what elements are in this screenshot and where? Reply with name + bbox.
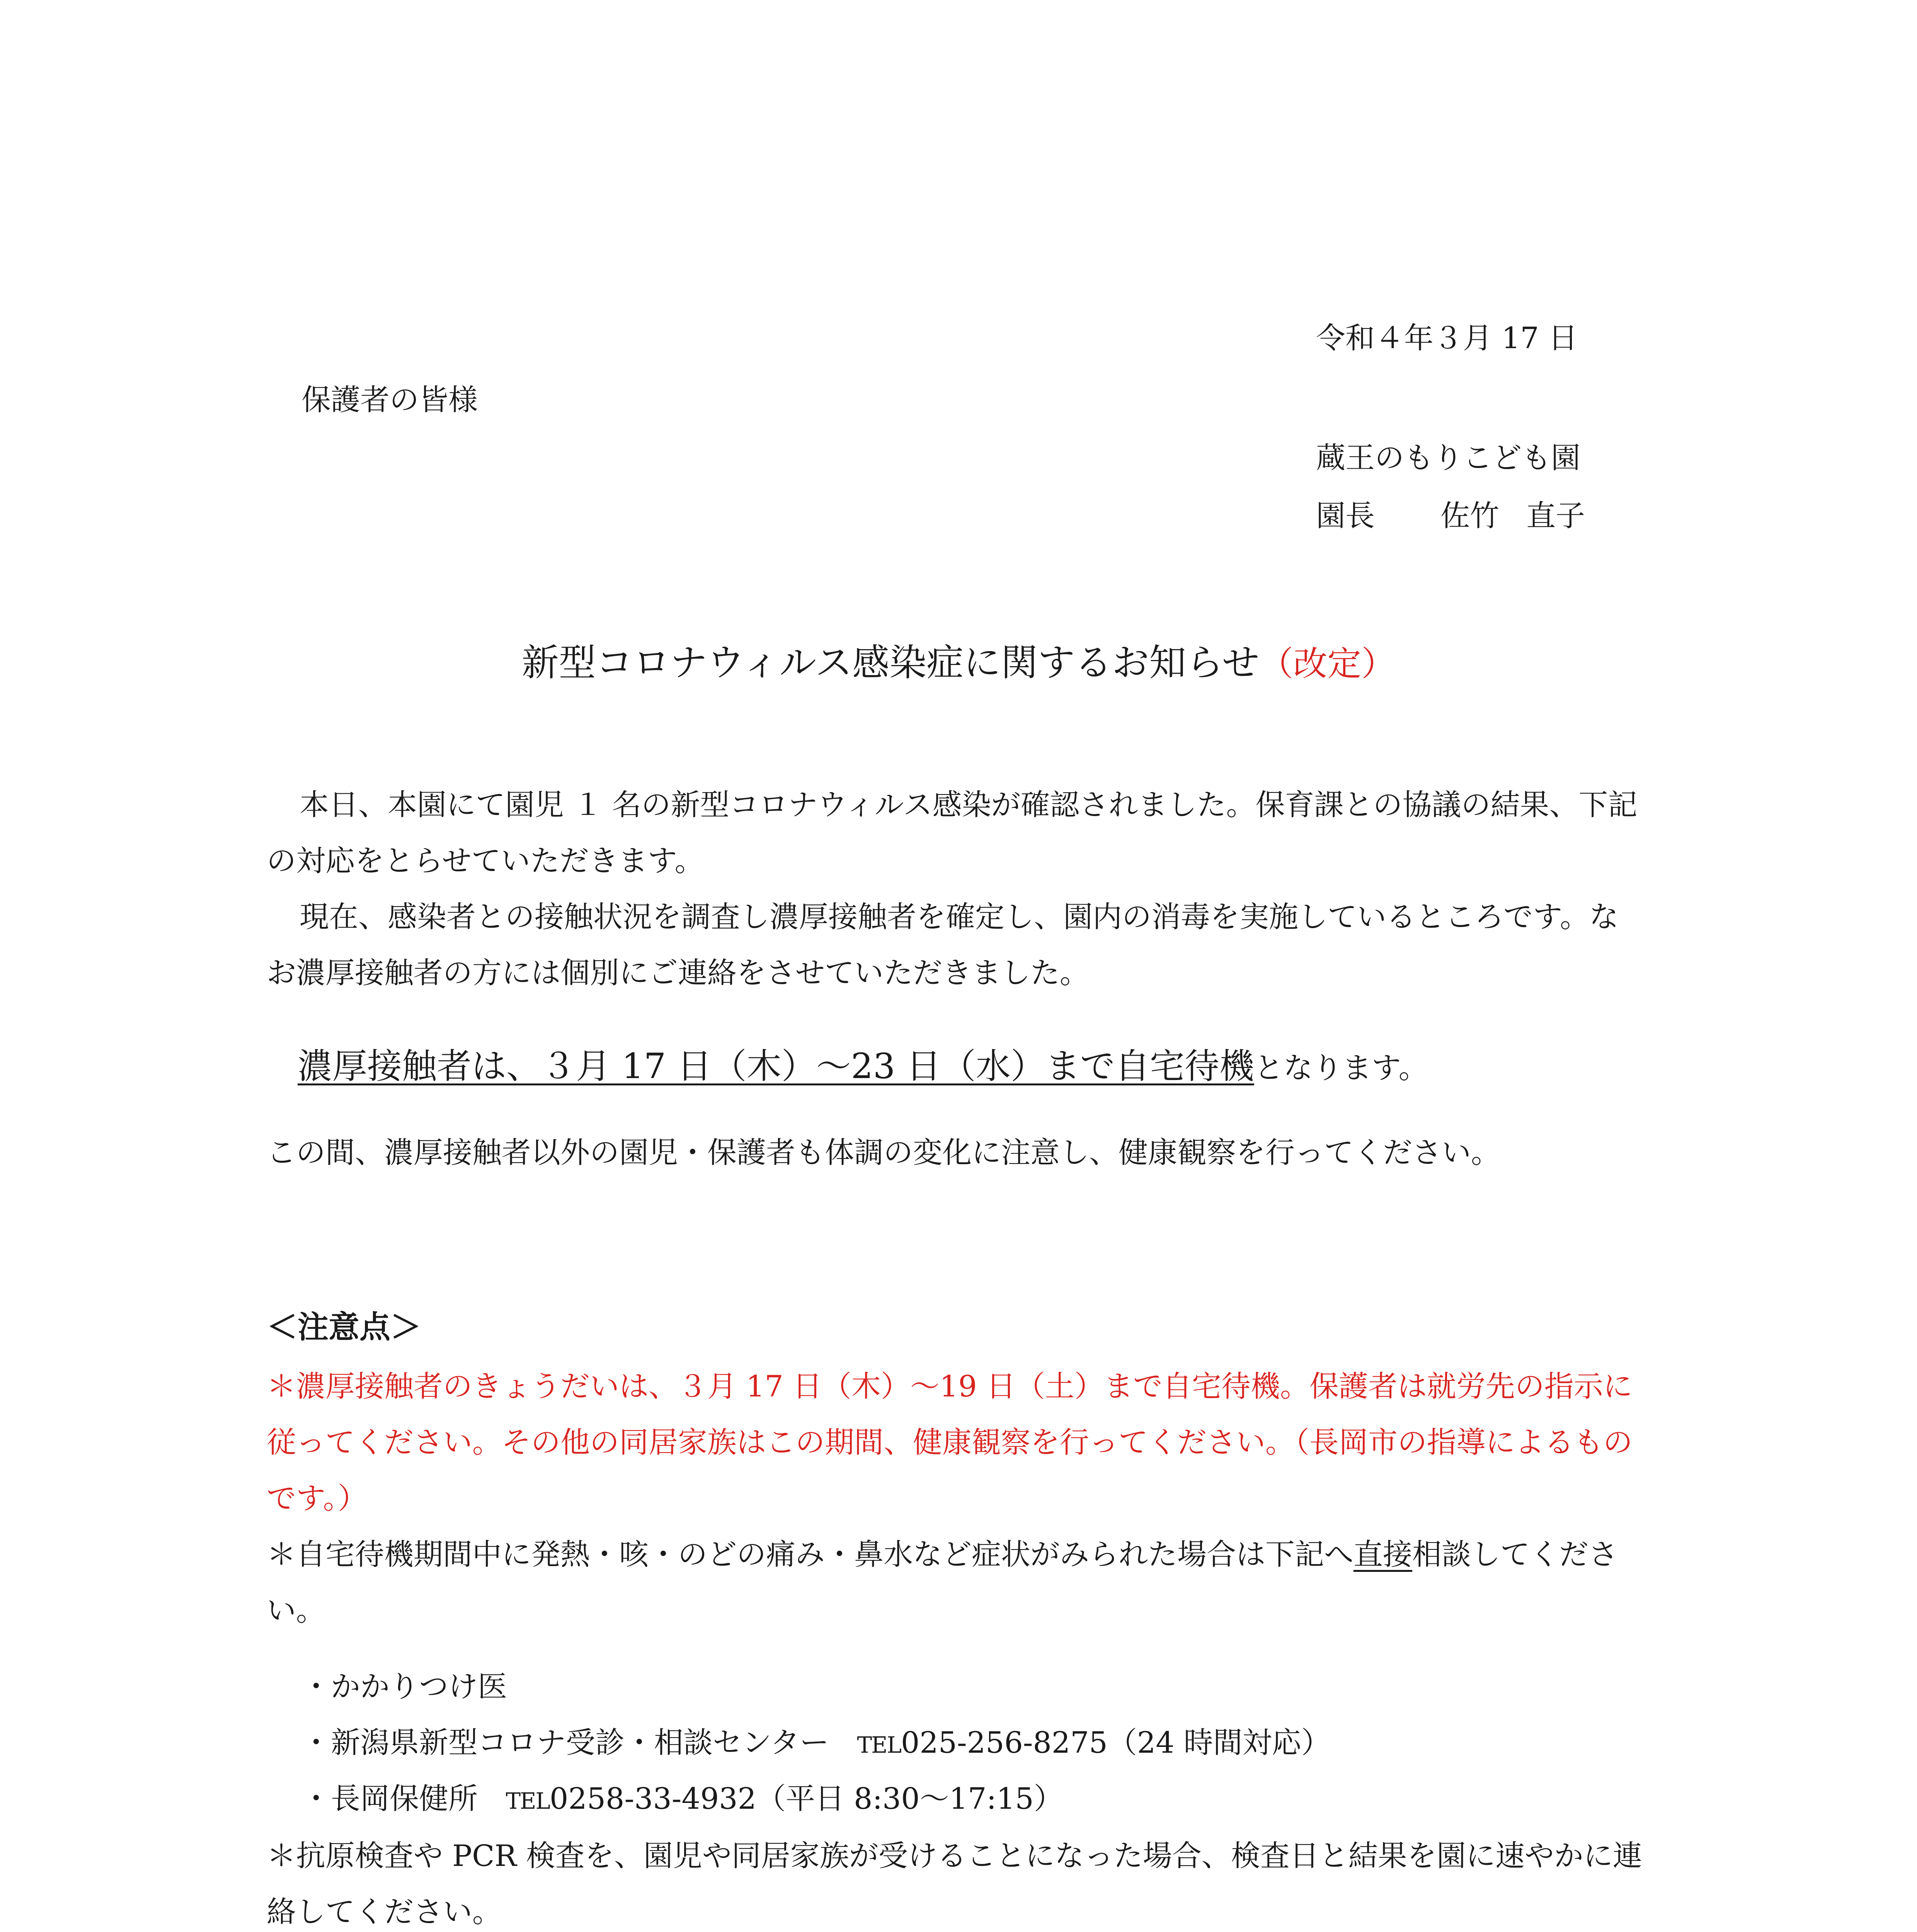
direct-underlined: 直接: [1353, 1537, 1412, 1571]
contact-label: ・かかりつけ医: [301, 1669, 507, 1704]
signer-family-name: 佐竹: [1440, 498, 1499, 533]
caution-item-symptoms-text: ＊自宅待機期間中に発熱・咳・のどの痛み・鼻水など症状がみられた場合は下記へ: [267, 1537, 1353, 1571]
contact-label: ・長岡保健所: [301, 1781, 478, 1816]
caution-item-symptoms-tail: 相談してください。: [267, 1537, 1618, 1628]
caution-item-symptoms: [267, 1526, 1646, 1638]
quarantine-period-underlined: 濃厚接触者は、３月 17 日（木）～23 日（水）まで自宅待機: [298, 1046, 1254, 1087]
title-main: 新型コロナウィルス感染症に関するお知らせ: [521, 641, 1260, 684]
tel-prefix: TEL: [857, 1732, 901, 1758]
body-paragraph-3: この間、濃厚接触者以外の園児・保護者も体調の変化に注意し、健康観察を行ってください。: [267, 1135, 1500, 1170]
notice-title: [0, 638, 1917, 689]
contact-note: （24 時間対応）: [1107, 1725, 1331, 1760]
quarantine-tail: となります。: [1254, 1051, 1428, 1085]
contact-tel: 025-256-8275: [901, 1725, 1108, 1760]
addressee: 保護者の皆様: [301, 383, 478, 417]
issue-date: 令和４年３月 17 日: [1316, 321, 1578, 355]
contact-family-doctor: [301, 1665, 507, 1708]
caution-item-siblings: ＊濃厚接触者のきょうだいは、３月 17 日（木）～19 日（土）まで自宅待機。保護者は就労先の指示に従ってください。その他の同居家族はこの期間、健康観察を行ってください。（長岡市の指導によるものです。）: [267, 1369, 1633, 1515]
quarantine-emphasis: [298, 1039, 1428, 1095]
organization-name: 蔵王のもりこども園: [1316, 440, 1580, 475]
contact-nagaoka-health-center: [301, 1777, 1063, 1822]
signer: [1316, 495, 1585, 537]
tel-prefix: TEL: [506, 1788, 550, 1814]
contact-niigata-center: [301, 1721, 1331, 1766]
contact-note: （平日 8:30～17:15）: [756, 1781, 1063, 1816]
signer-given-name: 直子: [1526, 498, 1585, 533]
contact-tel: 0258-33-4932: [550, 1781, 756, 1816]
caution-item-testing: ＊抗原検査や PCR 検査を、園児や同居家族が受けることになった場合、検査日と結果を園に速やかに連絡してください。: [267, 1838, 1642, 1929]
signer-title: 園長: [1316, 498, 1375, 533]
body-paragraph-2: 現在、感染者との接触状況を調査し濃厚接触者を確定し、園内の消毒を実施しているところです。なお濃厚接触者の方には個別にご連絡をさせていただきました。: [267, 900, 1619, 990]
body-paragraph-1: 本日、本園にて園児 １ 名の新型コロナウィルス感染が確認されました。保育課との協議の結果、下記の対応をとらせていただきます。: [267, 787, 1638, 878]
title-revision-mark: （改定）: [1259, 644, 1396, 684]
caution-heading: ＜注意点＞: [267, 1309, 421, 1345]
contact-label: ・新潟県新型コロナ受診・相談センター: [301, 1725, 829, 1760]
